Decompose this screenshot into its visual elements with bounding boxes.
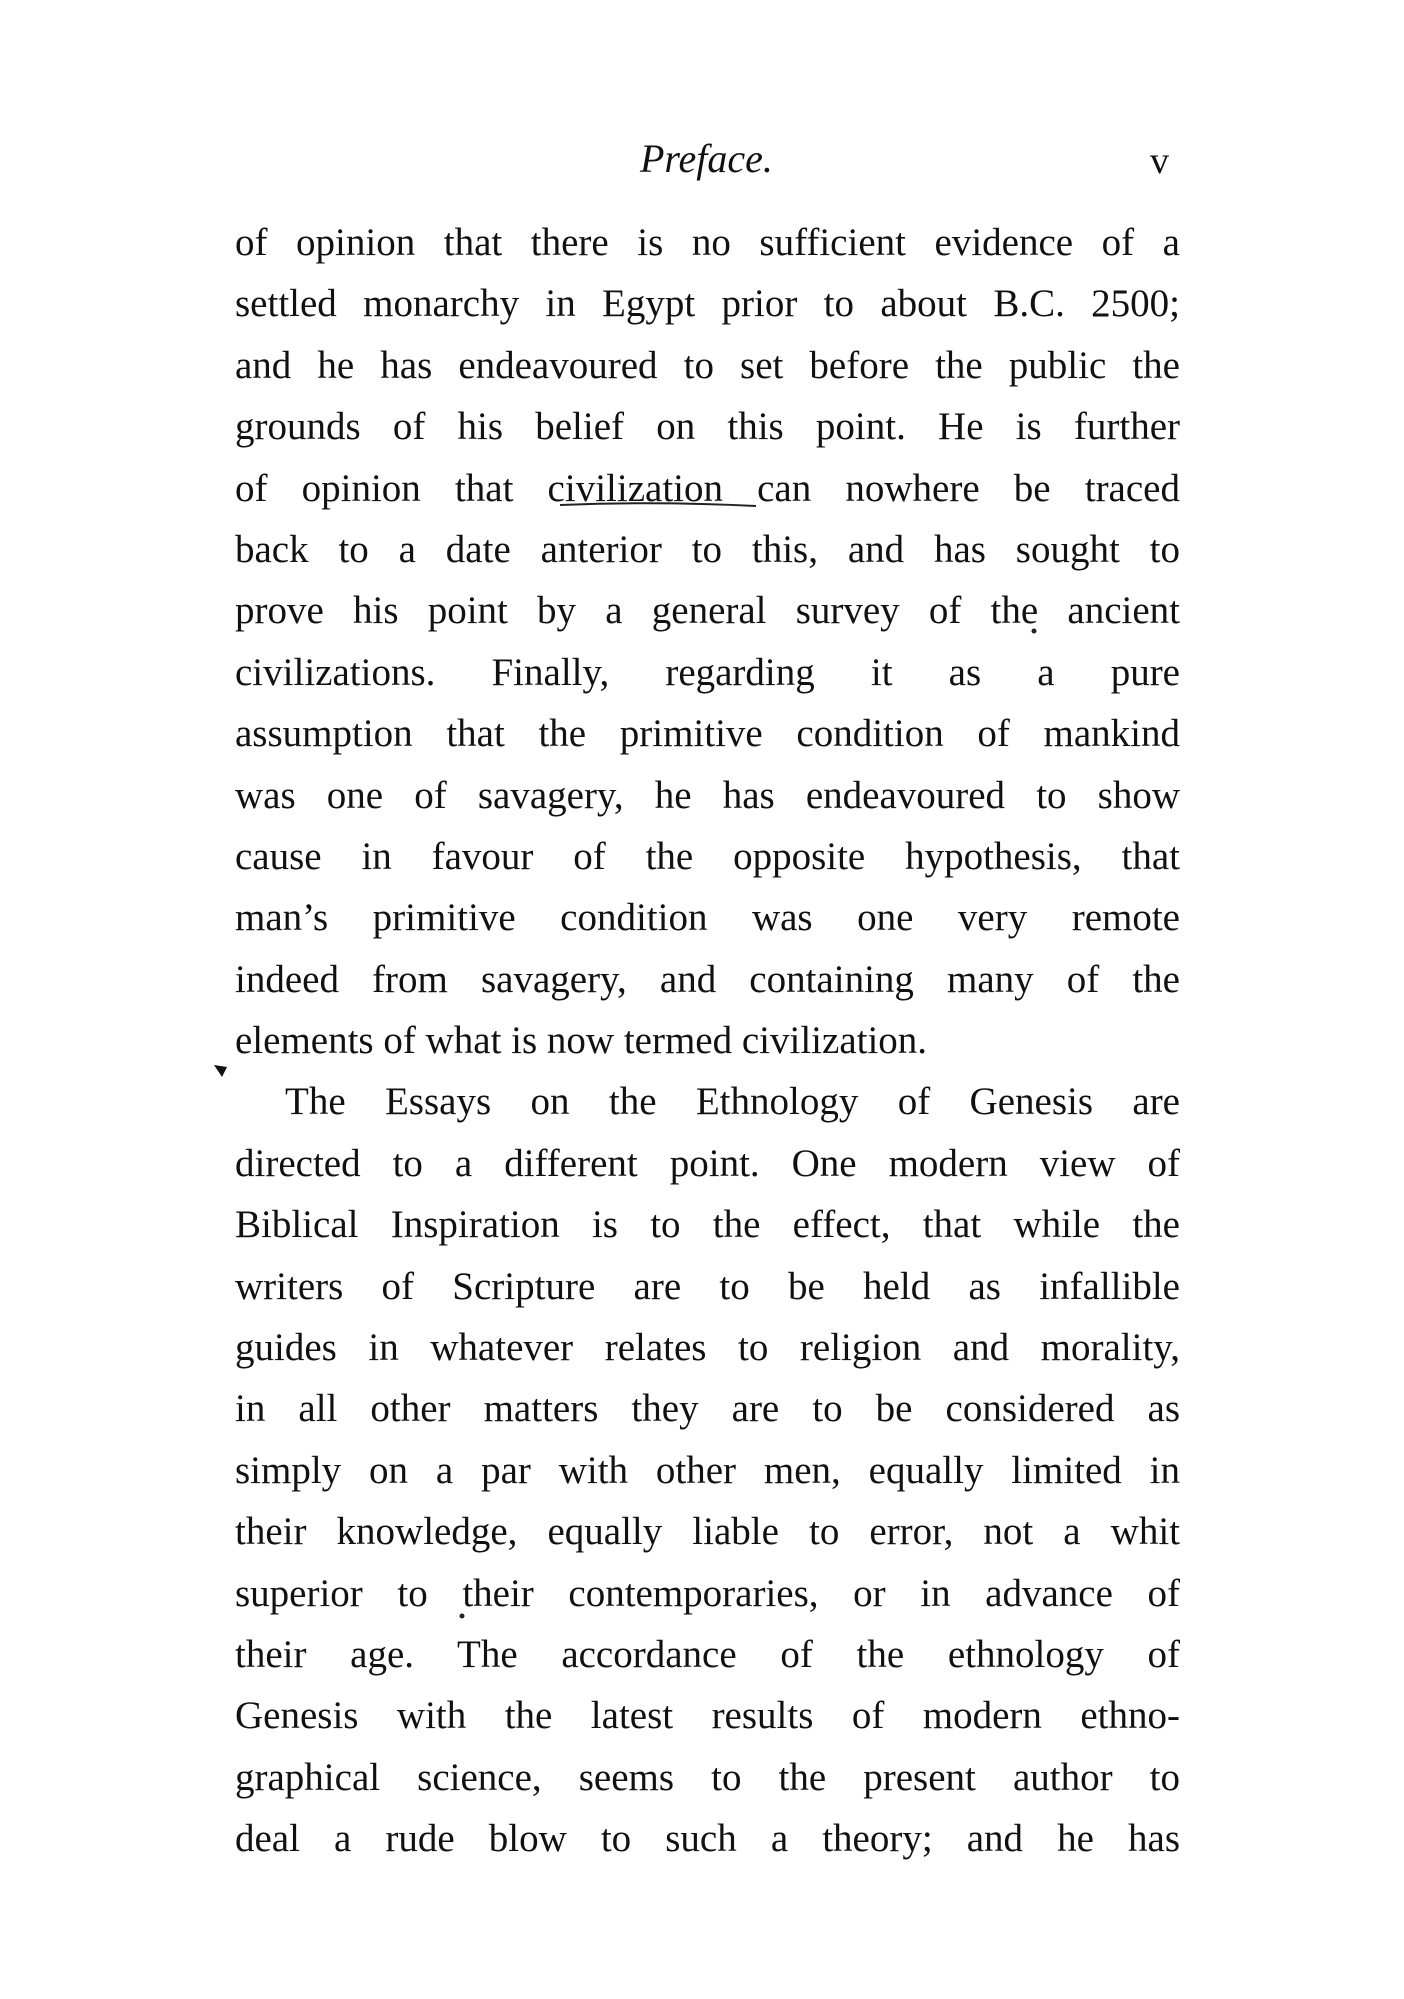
text-line: cause in favour of the opposite hypothesis, that <box>235 834 1180 878</box>
text-line: Genesis with the latest results of modern ethno- <box>235 1694 1180 1738</box>
text-line: writers of Scripture are to be held as infallible <box>235 1264 1180 1308</box>
text-line: deal a rude blow to such a theory; and he has <box>235 1817 1180 1861</box>
text-line: prove his point by a general survey of the ancient <box>235 589 1180 633</box>
text-line-segment: settled monarchy in Egypt prior to about <box>235 282 994 326</box>
text-line: man’s primitive condition was one very remote <box>235 896 1180 940</box>
text-line: guides in whatever relates to religion and morality, <box>235 1326 1180 1370</box>
text-line: directed to a different point. One modern view of <box>235 1141 1180 1185</box>
text-line: simply on a par with other men, equally limited in <box>235 1448 1180 1492</box>
text-line: their knowledge, equally liable to error, not a whit <box>235 1510 1180 1554</box>
margin-bullet-mark <box>212 1062 230 1080</box>
text-line: graphical science, seems to the present author to <box>235 1755 1180 1799</box>
date-year: 2500; <box>1091 282 1181 326</box>
page-number: v <box>1150 140 1169 182</box>
text-line: in all other matters they are to be considered as <box>235 1387 1180 1431</box>
text-line: their age. The accordance of the ethnology of <box>235 1632 1180 1676</box>
text-line: civilizations. Finally, regarding it as a pure <box>235 650 1180 694</box>
text-line: assumption that the primitive condition of mankind <box>235 712 1180 756</box>
text-line <box>235 273 1180 334</box>
text-line: elements of what is now termed civilization. <box>235 1019 928 1063</box>
text-line: The Essays on the Ethnology of Genesis are <box>285 1080 1180 1124</box>
text-line: superior to their contemporaries, or in advance of <box>235 1571 1180 1615</box>
running-title: Preface. <box>640 136 773 181</box>
running-head <box>0 135 1404 195</box>
text-line: was one of savagery, he has endeavoured to show <box>235 773 1180 817</box>
date-abbrev: B.C. <box>993 282 1065 326</box>
text-line: of opinion that civilization can nowhere be traced <box>235 466 1180 510</box>
text-line: and he has endeavoured to set before the public the <box>235 343 1180 387</box>
text-line: grounds of his belief on this point. He is further <box>235 405 1180 449</box>
text-line: Biblical Inspiration is to the effect, that while the <box>235 1203 1180 1247</box>
text-line: indeed from savagery, and containing many of the <box>235 957 1180 1001</box>
body-text <box>235 212 1180 1870</box>
text-line: of opinion that there is no sufficient evidence of a <box>235 221 1180 264</box>
text-line: back to a date anterior to this, and has sought to <box>235 527 1180 571</box>
